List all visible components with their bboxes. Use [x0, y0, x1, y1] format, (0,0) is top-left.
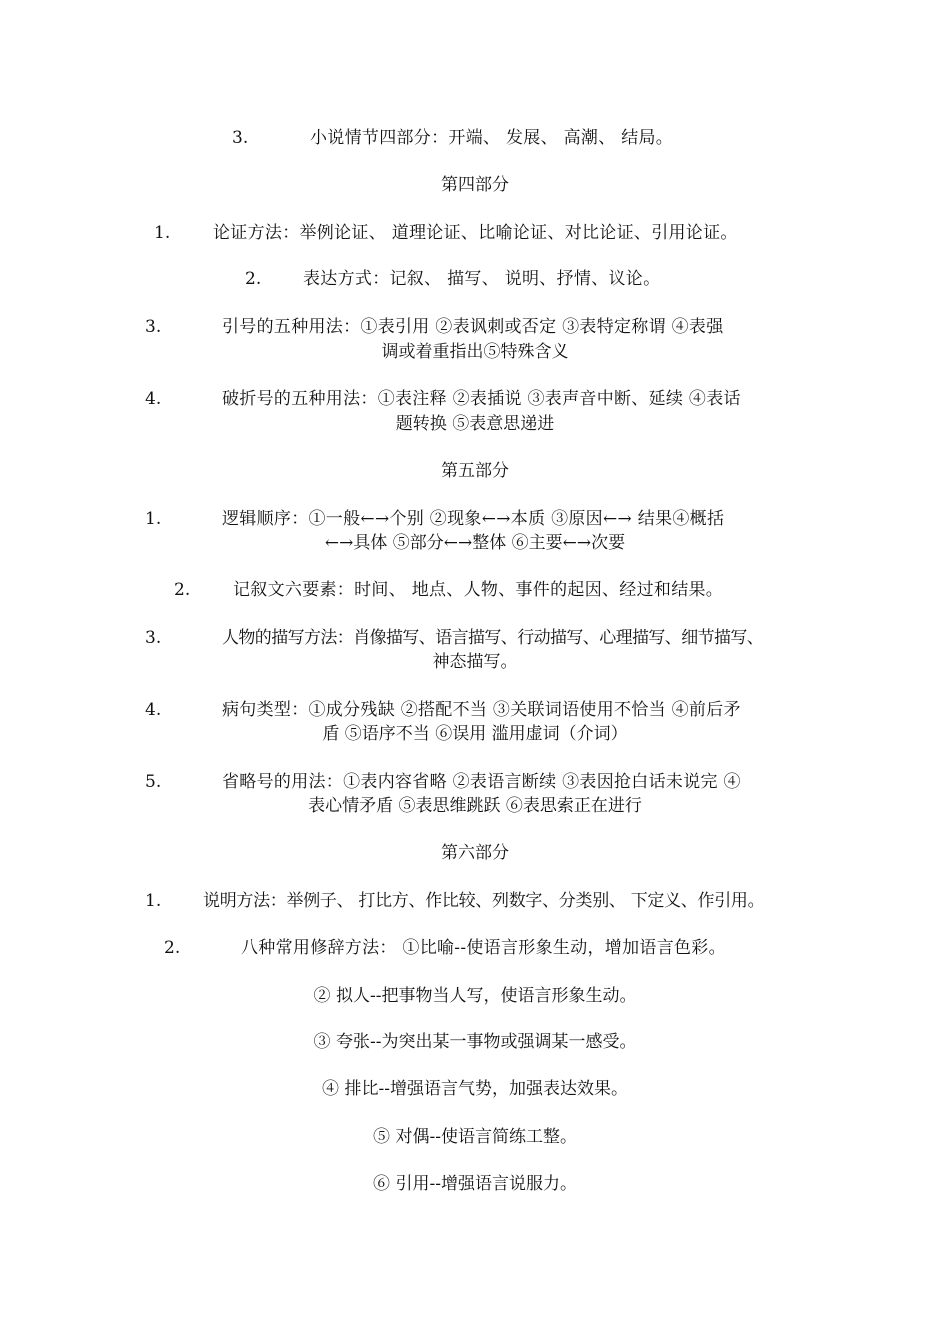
item-number: 3.	[145, 628, 162, 648]
rhetoric-item: ⑥ 引用--增强语言说服力。	[373, 1174, 577, 1194]
item-text: 小说情节四部分：开端、 发展、 高潮、 结局。	[310, 128, 674, 148]
item-text: 表达方式：记叙、 描写、 说明、抒情、议论。	[303, 269, 661, 289]
item-number: 3.	[232, 128, 249, 148]
item-text: 八种常用修辞方法： ①比喻--使语言形象生动，增加语言色彩。	[241, 938, 726, 958]
section-title-part6: 第六部分	[441, 843, 509, 863]
item-number: 2.	[245, 269, 262, 289]
item-text-line2: 题转换 ⑤表意思递进	[395, 414, 555, 434]
section-title-part4: 第四部分	[441, 175, 509, 195]
rhetoric-item: ③ 夸张--为突出某一事物或强调某一感受。	[313, 1032, 637, 1052]
item-number: 1.	[145, 891, 162, 911]
item-text-line2: 表心情矛盾 ⑤表思维跳跃 ⑥表思索正在进行	[308, 796, 642, 816]
item-number: 4.	[145, 700, 162, 720]
item-number: 3.	[145, 317, 162, 337]
item-number: 2.	[174, 580, 191, 600]
item-number: 1.	[145, 509, 162, 529]
item-text: 说明方法：举例子、 打比方、作比较、列数字、分类别、 下定义、作引用。	[203, 891, 765, 911]
item-number: 1.	[154, 223, 171, 243]
item-text-line1: 逻辑顺序：①一般←→个别 ②现象←→本质 ③原因←→ 结果④概括	[222, 509, 725, 529]
item-text-line1: 人物的描写方法：肖像描写、语言描写、行动描写、心理描写、细节描写、	[222, 628, 764, 648]
item-text-line2: 调或着重指出⑤特殊含义	[381, 342, 569, 362]
item-text-line2: 盾 ⑤语序不当 ⑥误用 滥用虚词（介词）	[322, 724, 628, 744]
item-text: 记叙文六要素：时间、 地点、人物、事件的起因、经过和结果。	[233, 580, 724, 600]
item-text-line1: 破折号的五种用法：①表注释 ②表插说 ③表声音中断、延续 ④表话	[222, 389, 741, 409]
rhetoric-item: ④ 排比--增强语言气势，加强表达效果。	[322, 1079, 628, 1099]
item-number: 4.	[145, 389, 162, 409]
item-number: 5.	[145, 772, 162, 792]
item-text: 论证方法：举例论证、 道理论证、比喻论证、对比论证、引用论证。	[213, 223, 738, 243]
item-text-line1: 省略号的用法：①表内容省略 ②表语言断续 ③表因抢白话未说完 ④	[222, 772, 741, 792]
rhetoric-item: ⑤ 对偶--使语言简练工整。	[373, 1127, 577, 1147]
item-text-line1: 病句类型：①成分残缺 ②搭配不当 ③关联词语使用不恰当 ④前后矛	[222, 700, 741, 720]
rhetoric-item: ② 拟人--把事物当人写，使语言形象生动。	[313, 986, 637, 1006]
item-text-line1: 引号的五种用法：①表引用 ②表讽刺或否定 ③表特定称谓 ④表强	[222, 317, 724, 337]
item-text-line2: ←→具体 ⑤部分←→整体 ⑥主要←→次要	[324, 533, 626, 553]
item-number: 2.	[164, 938, 181, 958]
item-text-line2: 神态描写。	[432, 652, 518, 672]
section-title-part5: 第五部分	[441, 461, 509, 481]
